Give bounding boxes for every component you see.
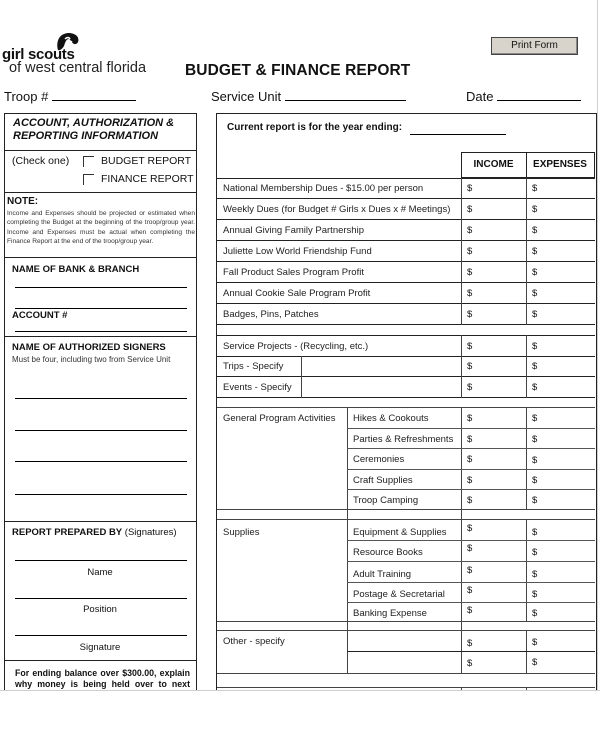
- expense-cell[interactable]: $: [532, 267, 538, 278]
- trips-specify-input[interactable]: [301, 356, 461, 376]
- row-label: Trips - Specify: [223, 361, 284, 372]
- expense-cell[interactable]: $: [532, 569, 538, 580]
- row-label: Annual Cookie Sale Program Profit: [223, 288, 371, 299]
- row-label: Badges, Pins, Patches: [223, 309, 319, 320]
- table-row: [217, 304, 595, 325]
- income-cell[interactable]: $: [467, 267, 473, 278]
- date-label: Date: [466, 89, 494, 104]
- bank-input-line2[interactable]: [15, 308, 187, 309]
- expense-cell[interactable]: $: [532, 527, 538, 538]
- income-cell[interactable]: $: [467, 523, 473, 534]
- income-cell[interactable]: $: [467, 475, 473, 486]
- page-title: BUDGET & FINANCE REPORT: [185, 62, 411, 79]
- bank-input[interactable]: [15, 287, 187, 288]
- position-label: Position: [83, 604, 117, 615]
- troop-field: [4, 88, 136, 104]
- expense-cell[interactable]: $: [532, 341, 538, 352]
- finance-report-checkbox[interactable]: [83, 174, 94, 185]
- other-specify-input[interactable]: [347, 631, 461, 651]
- signers-sublabel: Must be four, including two from Service Unit: [12, 355, 171, 364]
- expense-cell[interactable]: $: [532, 657, 538, 668]
- income-cell[interactable]: $: [467, 288, 473, 299]
- row-label: Service Projects - (Recycling, etc.): [223, 341, 369, 352]
- year-ending-label: Current report is for the year ending:: [227, 122, 403, 133]
- prepared-sublabel: (Signatures): [124, 527, 177, 538]
- supplies-group-label: Supplies: [223, 527, 260, 538]
- income-cell[interactable]: $: [467, 246, 473, 257]
- income-header-cell: [461, 152, 527, 178]
- logo-subtext: of west central florida: [9, 60, 147, 76]
- events-specify-input[interactable]: [301, 377, 461, 397]
- table-row: [347, 583, 595, 603]
- row-label: National Membership Dues - $15.00 per person: [223, 183, 424, 194]
- expenses-column-line: [526, 335, 527, 398]
- income-cell[interactable]: $: [467, 382, 473, 393]
- finance-report-label: FINANCE REPORT: [101, 173, 194, 185]
- income-cell[interactable]: $: [467, 454, 473, 465]
- income-cell[interactable]: $: [467, 565, 473, 576]
- budget-table: [216, 113, 597, 690]
- note-box: [4, 192, 197, 258]
- ending-balance-section: [4, 660, 197, 690]
- table-row: [217, 335, 595, 357]
- divider: [217, 621, 595, 622]
- income-cell[interactable]: $: [467, 361, 473, 372]
- expense-cell[interactable]: $: [532, 382, 538, 393]
- divider: [217, 673, 595, 674]
- table-row: [347, 541, 595, 562]
- budget-report-checkbox[interactable]: [83, 156, 94, 167]
- expenses-column-line: [526, 178, 527, 325]
- ending-note-line1: For ending balance over $300.00, explain: [15, 668, 190, 678]
- expense-cell[interactable]: $: [532, 637, 538, 648]
- print-form-button[interactable]: Print Form: [491, 37, 578, 55]
- other-specify-input-2[interactable]: [347, 652, 461, 672]
- table-row: [217, 356, 595, 377]
- expense-cell[interactable]: $: [532, 434, 538, 445]
- row-label: Ceremonies: [353, 454, 405, 465]
- service-unit-field: [211, 88, 406, 104]
- expense-cell[interactable]: $: [532, 204, 538, 215]
- other-group-label: Other - specify: [223, 636, 285, 647]
- income-header: INCOME: [473, 159, 514, 170]
- expense-cell[interactable]: $: [532, 608, 538, 619]
- row-label: Resource Books: [353, 547, 423, 558]
- year-ending-input[interactable]: [410, 134, 506, 135]
- row-label: Postage & Secretarial: [353, 589, 445, 600]
- table-row: [347, 408, 595, 429]
- income-cell[interactable]: $: [467, 204, 473, 215]
- table-row: [347, 562, 595, 583]
- income-cell[interactable]: $: [467, 434, 473, 445]
- table-row: [217, 178, 595, 199]
- prepared-label: REPORT PREPARED BY: [12, 527, 123, 538]
- divider: [217, 509, 595, 510]
- expense-cell[interactable]: $: [532, 288, 538, 299]
- signer-4-input[interactable]: [15, 494, 187, 495]
- table-row: [347, 631, 595, 652]
- troop-label: Troop #: [4, 89, 49, 104]
- bank-label: NAME OF BANK & BRANCH: [12, 264, 140, 275]
- note-title: NOTE:: [7, 196, 39, 207]
- note-body: Income and Expenses should be projected or estimated when completing the Budget at the beginning of the troop/group year. Income and Expenses must be actual when completing the Finance Report at the end of the troop/group year.: [7, 210, 195, 245]
- signer-3-input[interactable]: [15, 461, 187, 462]
- expense-cell[interactable]: $: [532, 309, 538, 320]
- expense-cell[interactable]: $: [532, 495, 538, 506]
- expense-cell[interactable]: $: [532, 183, 538, 194]
- table-row: [347, 470, 595, 490]
- account-heading: ACCOUNT, AUTHORIZATION & REPORTING INFORMATION: [4, 113, 197, 151]
- row-label: Craft Supplies: [353, 475, 413, 486]
- name-label: Name: [87, 567, 113, 578]
- signer-2-input[interactable]: [15, 430, 187, 431]
- income-cell[interactable]: $: [467, 658, 473, 669]
- program-group-label: General Program Activities: [223, 413, 336, 424]
- row-label: Juliette Low World Friendship Fund: [223, 246, 372, 257]
- specify-column-line: [301, 356, 302, 398]
- table-row: [217, 241, 595, 262]
- date-field: [466, 88, 581, 104]
- income-cell[interactable]: $: [467, 413, 473, 424]
- row-label: Adult Training: [353, 569, 412, 580]
- viewer-background: [0, 690, 600, 731]
- troop-input[interactable]: [52, 88, 136, 101]
- row-label: Parties & Refreshments: [353, 434, 454, 445]
- table-row: [347, 603, 595, 621]
- table-row: [347, 490, 595, 509]
- income-cell[interactable]: $: [467, 585, 473, 596]
- income-cell[interactable]: $: [467, 341, 473, 352]
- account-label: ACCOUNT #: [12, 310, 68, 321]
- report-type-section: [4, 150, 197, 193]
- budget-report-label: BUDGET REPORT: [101, 155, 192, 167]
- row-label: Hikes & Cookouts: [353, 413, 429, 424]
- income-cell[interactable]: $: [467, 183, 473, 194]
- table-row: [217, 220, 595, 241]
- table-row: [217, 283, 595, 304]
- row-label: Events - Specify: [223, 382, 292, 393]
- expenses-header-cell: [526, 152, 595, 178]
- check-one-label: (Check one): [12, 155, 70, 167]
- row-label: Troop Camping: [353, 495, 419, 506]
- expenses-header: EXPENSES: [533, 159, 587, 170]
- row-label: Weekly Dues (for Budget # Girls x Dues x # Meetings): [223, 204, 451, 215]
- row-label: Equipment & Supplies: [353, 527, 447, 538]
- expense-cell[interactable]: $: [532, 475, 538, 486]
- row-label: Banking Expense: [353, 608, 427, 619]
- income-column-line: [461, 178, 462, 325]
- table-row: [217, 377, 595, 398]
- prepared-by-section: [4, 521, 197, 661]
- date-input[interactable]: [497, 88, 581, 101]
- table-row: [347, 520, 595, 541]
- expense-cell[interactable]: $: [532, 589, 538, 600]
- service-unit-input[interactable]: [285, 88, 406, 101]
- expense-cell[interactable]: $: [532, 246, 538, 257]
- table-row: [347, 449, 595, 470]
- signature-input[interactable]: [15, 635, 187, 636]
- expense-cell[interactable]: $: [532, 455, 538, 466]
- table-row: [347, 652, 595, 672]
- expense-cell[interactable]: $: [532, 547, 538, 558]
- expense-cell[interactable]: $: [532, 413, 538, 424]
- income-cell[interactable]: $: [467, 638, 473, 649]
- signer-1-input[interactable]: [15, 398, 187, 399]
- account-input[interactable]: [15, 331, 187, 332]
- row-label: Annual Giving Family Partnership: [223, 225, 364, 236]
- income-column-line: [461, 335, 462, 398]
- name-input[interactable]: [15, 560, 187, 561]
- ending-note-line2: why money is being held over to next: [15, 679, 190, 689]
- table-row: [217, 199, 595, 220]
- position-input[interactable]: [15, 598, 187, 599]
- authorized-signers-section: [4, 336, 197, 522]
- bank-section: [4, 257, 197, 337]
- income-cell[interactable]: $: [467, 543, 473, 554]
- row-label: Fall Product Sales Program Profit: [223, 267, 364, 278]
- service-unit-label: Service Unit: [211, 89, 282, 104]
- income-cell[interactable]: $: [467, 225, 473, 236]
- table-row: [217, 262, 595, 283]
- income-cell[interactable]: $: [467, 605, 473, 616]
- table-row: [347, 429, 595, 449]
- divider: [217, 687, 595, 688]
- logo-text: girl scouts: [2, 46, 75, 63]
- signature-label: Signature: [79, 642, 121, 653]
- income-cell[interactable]: $: [467, 309, 473, 320]
- prepared-label-group: [12, 527, 177, 538]
- expense-cell[interactable]: $: [532, 225, 538, 236]
- income-cell[interactable]: $: [467, 495, 473, 506]
- signers-label: NAME OF AUTHORIZED SIGNERS: [12, 342, 166, 353]
- expense-cell[interactable]: $: [532, 361, 538, 372]
